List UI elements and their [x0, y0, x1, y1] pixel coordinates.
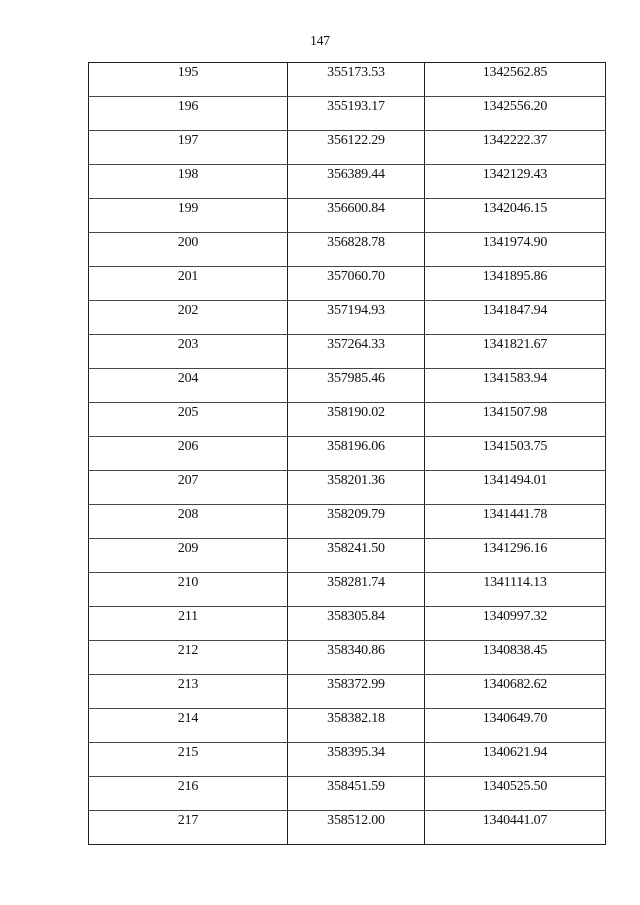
- point-number-cell: 210: [89, 573, 288, 607]
- point-number-cell: 216: [89, 777, 288, 811]
- x-coordinate-cell: 356389.44: [288, 165, 425, 199]
- x-coordinate-cell: 357264.33: [288, 335, 425, 369]
- y-coordinate-cell: 1340838.45: [425, 641, 606, 675]
- point-number-cell: 201: [89, 267, 288, 301]
- y-coordinate-cell: 1341494.01: [425, 471, 606, 505]
- point-number-cell: 195: [89, 63, 288, 97]
- x-coordinate-cell: 356828.78: [288, 233, 425, 267]
- point-number-cell: 209: [89, 539, 288, 573]
- table-row: [89, 301, 606, 335]
- coordinates-table: [88, 62, 606, 845]
- table-row: [89, 63, 606, 97]
- table-row: [89, 777, 606, 811]
- y-coordinate-cell: 1341847.94: [425, 301, 606, 335]
- point-number-cell: 202: [89, 301, 288, 335]
- table-row: [89, 573, 606, 607]
- table-row: [89, 811, 606, 845]
- point-number-cell: 198: [89, 165, 288, 199]
- y-coordinate-cell: 1340525.50: [425, 777, 606, 811]
- point-number-cell: 205: [89, 403, 288, 437]
- y-coordinate-cell: 1341114.13: [425, 573, 606, 607]
- x-coordinate-cell: 358372.99: [288, 675, 425, 709]
- table-row: [89, 437, 606, 471]
- point-number-cell: 196: [89, 97, 288, 131]
- point-number-cell: 203: [89, 335, 288, 369]
- y-coordinate-cell: 1341503.75: [425, 437, 606, 471]
- table-row: [89, 743, 606, 777]
- x-coordinate-cell: 355173.53: [288, 63, 425, 97]
- y-coordinate-cell: 1341821.67: [425, 335, 606, 369]
- table-body: [89, 63, 606, 845]
- table-row: [89, 641, 606, 675]
- table-row: [89, 607, 606, 641]
- x-coordinate-cell: 358305.84: [288, 607, 425, 641]
- point-number-cell: 212: [89, 641, 288, 675]
- y-coordinate-cell: 1340649.70: [425, 709, 606, 743]
- y-coordinate-cell: 1341974.90: [425, 233, 606, 267]
- point-number-cell: 217: [89, 811, 288, 845]
- y-coordinate-cell: 1342129.43: [425, 165, 606, 199]
- x-coordinate-cell: 357194.93: [288, 301, 425, 335]
- x-coordinate-cell: 358209.79: [288, 505, 425, 539]
- table-row: [89, 267, 606, 301]
- x-coordinate-cell: 356122.29: [288, 131, 425, 165]
- y-coordinate-cell: 1341507.98: [425, 403, 606, 437]
- y-coordinate-cell: 1342046.15: [425, 199, 606, 233]
- point-number-cell: 200: [89, 233, 288, 267]
- table-row: [89, 709, 606, 743]
- x-coordinate-cell: 358190.02: [288, 403, 425, 437]
- x-coordinate-cell: 358451.59: [288, 777, 425, 811]
- x-coordinate-cell: 358241.50: [288, 539, 425, 573]
- table-row: [89, 403, 606, 437]
- y-coordinate-cell: 1341583.94: [425, 369, 606, 403]
- y-coordinate-cell: 1340997.32: [425, 607, 606, 641]
- point-number-cell: 211: [89, 607, 288, 641]
- y-coordinate-cell: 1341296.16: [425, 539, 606, 573]
- x-coordinate-cell: 358281.74: [288, 573, 425, 607]
- y-coordinate-cell: 1341895.86: [425, 267, 606, 301]
- table-row: [89, 165, 606, 199]
- y-coordinate-cell: 1340621.94: [425, 743, 606, 777]
- x-coordinate-cell: 355193.17: [288, 97, 425, 131]
- point-number-cell: 206: [89, 437, 288, 471]
- x-coordinate-cell: 358395.34: [288, 743, 425, 777]
- point-number-cell: 215: [89, 743, 288, 777]
- point-number-cell: 197: [89, 131, 288, 165]
- point-number-cell: 204: [89, 369, 288, 403]
- point-number-cell: 208: [89, 505, 288, 539]
- y-coordinate-cell: 1342562.85: [425, 63, 606, 97]
- x-coordinate-cell: 356600.84: [288, 199, 425, 233]
- x-coordinate-cell: 357060.70: [288, 267, 425, 301]
- table-row: [89, 335, 606, 369]
- y-coordinate-cell: 1340441.07: [425, 811, 606, 845]
- page-number: 147: [310, 33, 330, 48]
- x-coordinate-cell: 358201.36: [288, 471, 425, 505]
- x-coordinate-cell: 358382.18: [288, 709, 425, 743]
- y-coordinate-cell: 1342222.37: [425, 131, 606, 165]
- point-number-cell: 207: [89, 471, 288, 505]
- y-coordinate-cell: 1340682.62: [425, 675, 606, 709]
- table-row: [89, 97, 606, 131]
- table-row: [89, 369, 606, 403]
- point-number-cell: 199: [89, 199, 288, 233]
- table-row: [89, 199, 606, 233]
- table-row: [89, 233, 606, 267]
- table-row: [89, 675, 606, 709]
- table-row: [89, 539, 606, 573]
- table-row: [89, 131, 606, 165]
- point-number-cell: 213: [89, 675, 288, 709]
- point-number-cell: 214: [89, 709, 288, 743]
- y-coordinate-cell: 1342556.20: [425, 97, 606, 131]
- x-coordinate-cell: 357985.46: [288, 369, 425, 403]
- y-coordinate-cell: 1341441.78: [425, 505, 606, 539]
- x-coordinate-cell: 358340.86: [288, 641, 425, 675]
- table-row: [89, 505, 606, 539]
- x-coordinate-cell: 358512.00: [288, 811, 425, 845]
- table-row: [89, 471, 606, 505]
- x-coordinate-cell: 358196.06: [288, 437, 425, 471]
